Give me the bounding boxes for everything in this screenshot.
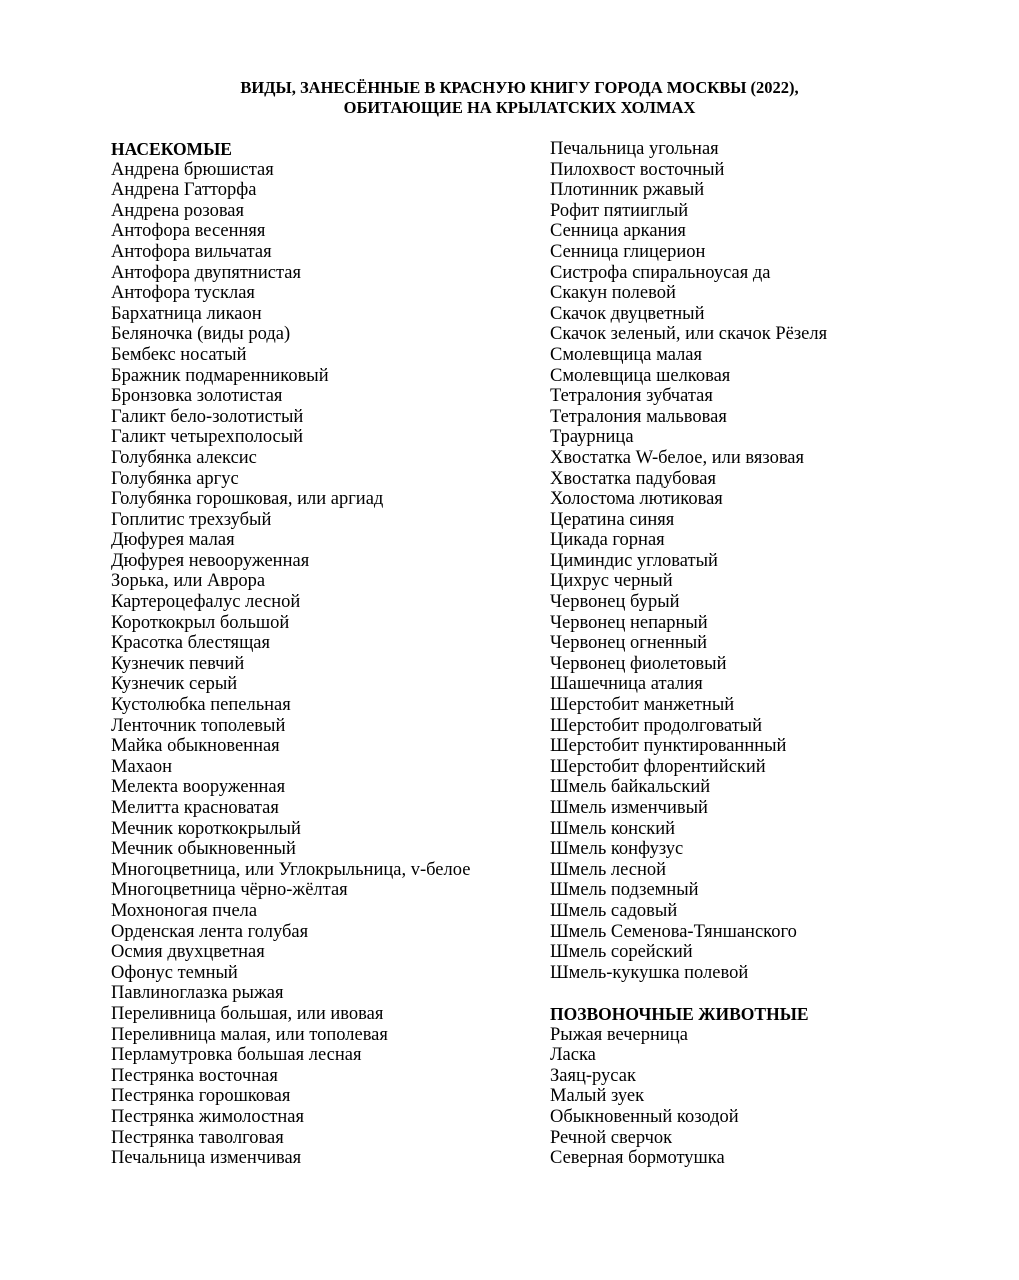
- list-item: Мечник короткокрылый: [111, 818, 301, 839]
- list-item: Хвостатка W-белое, или вязовая: [550, 447, 805, 468]
- list-item: Речной сверчок: [550, 1127, 673, 1148]
- list-item: Шмель изменчивый: [550, 798, 708, 818]
- list-item: Северная бормотушка: [550, 1148, 725, 1169]
- title-line-1: ВИДЫ, ЗАНЕСЁННЫЕ В КРАСНУЮ КНИГУ ГОРОДА МОСКВЫ (2022),: [240, 78, 799, 97]
- list-item: Дюфурея невооруженная: [111, 550, 310, 571]
- list-item: Пестрянка восточная: [111, 1065, 278, 1086]
- list-item: Шмель подземный: [550, 880, 699, 901]
- list-item: Смолевщица малая: [550, 344, 703, 365]
- list-item: Скачок зеленый, или скачок Рёзеля: [550, 324, 828, 345]
- list-item: Мохноногая пчела: [111, 900, 258, 921]
- list-item: Хвостатка падубовая: [550, 468, 716, 489]
- list-item: Андрена розовая: [111, 200, 245, 221]
- insects-heading: НАСЕКОМЫЕ: [111, 139, 232, 159]
- list-item: Пестрянка горошковая: [111, 1086, 291, 1107]
- list-item: Кузнечик певчий: [111, 653, 245, 674]
- list-item: Скакун полевой: [550, 283, 676, 304]
- list-item: Шмель сорейский: [550, 942, 693, 963]
- list-item: Антофора весенняя: [111, 221, 266, 242]
- document-title: [0, 78, 1019, 118]
- list-item: Переливница малая, или тополевая: [111, 1024, 388, 1045]
- list-item: Печальница изменчивая: [111, 1148, 302, 1169]
- list-item: Систрофа спиральноусая да: [550, 262, 771, 283]
- list-item: Дюфурея малая: [111, 530, 235, 551]
- list-item: Ленточник тополевый: [111, 715, 286, 736]
- list-item: Малый зуек: [550, 1086, 645, 1107]
- left-column: [111, 139, 471, 1169]
- list-item: Майка обыкновенная: [111, 736, 280, 757]
- list-item: Шмель Семенова-Тяншанского: [550, 921, 797, 942]
- list-item: Шашечница аталия: [550, 674, 703, 695]
- list-item: Орденская лента голубая: [111, 921, 309, 942]
- list-item: Пестрянка жимолостная: [111, 1106, 305, 1127]
- list-item: Рыжая вечерница: [550, 1024, 688, 1045]
- list-item: Бронзовка золотистая: [111, 386, 283, 407]
- list-item: Червонец огненный: [550, 633, 708, 654]
- list-item: Шмель лесной: [550, 859, 667, 880]
- list-item: Пилохвост восточный: [550, 159, 725, 180]
- list-item: Бархатница ликаон: [111, 303, 262, 324]
- section-spacer: [550, 983, 950, 1004]
- list-item: Ласка: [550, 1045, 596, 1066]
- list-item: Галикт бело-золотистый: [111, 406, 304, 427]
- list-item: Цикада горная: [550, 530, 665, 551]
- list-item: Червонец непарный: [550, 612, 708, 633]
- list-item: Холостома лютиковая: [550, 489, 723, 510]
- list-item: Цихрус черный: [550, 571, 673, 592]
- vertebrates-heading: ПОЗВОНОЧНЫЕ ЖИВОТНЫЕ: [550, 1003, 809, 1024]
- list-item: Галикт четырехполосый: [111, 427, 304, 448]
- list-item: Кузнечик серый: [111, 674, 238, 695]
- list-item: Мелекта вооруженная: [111, 777, 286, 798]
- right-column: [550, 139, 950, 1169]
- list-item: Плотинник ржавый: [550, 180, 705, 201]
- list-item: Обыкновенный козодой: [550, 1106, 739, 1127]
- list-item: Антофора двупятнистая: [111, 262, 301, 283]
- list-item: Шмель садовый: [550, 900, 678, 921]
- list-item: Махаон: [111, 756, 173, 777]
- list-item: Антофора вильчатая: [111, 241, 272, 262]
- list-item: Кустолюбка пепельная: [111, 695, 291, 716]
- list-item: Беляночка (виды рода): [111, 324, 291, 345]
- list-item: Картероцефалус лесной: [111, 592, 301, 613]
- list-item: Бражник подмаренниковый: [111, 365, 329, 386]
- list-item: Шмель конский: [550, 818, 676, 839]
- list-item: Шерстобит манжетный: [550, 695, 735, 716]
- list-item: Гоплитис трехзубый: [111, 509, 272, 530]
- list-item: Смолевщица шелковая: [550, 365, 731, 386]
- list-item: Шерстобит продолговатый: [550, 715, 762, 736]
- list-item: Шерстобит пунктированнный: [550, 736, 787, 757]
- list-item: Тетралония зубчатая: [550, 386, 713, 407]
- insects-list-left: [111, 160, 471, 1169]
- list-item: Перламутровка большая лесная: [111, 1045, 362, 1066]
- list-item: Многоцветница, или Углокрыльница, v-белое: [111, 859, 471, 880]
- list-item: Печальница угольная: [550, 139, 719, 159]
- list-item: Червонец бурый: [550, 592, 680, 613]
- list-item: Шмель байкальский: [550, 777, 711, 798]
- list-item: Андрена брюшистая: [111, 159, 274, 180]
- list-item: Голубянка аргус: [111, 468, 239, 489]
- list-item: Пестрянка таволговая: [111, 1127, 284, 1148]
- list-item: Шмель конфузус: [550, 839, 684, 860]
- list-item: Переливница большая, или ивовая: [111, 1003, 384, 1024]
- list-item: Червонец фиолетовый: [550, 653, 727, 674]
- list-item: Рофит пятииглый: [550, 200, 689, 221]
- list-item: Мелитта красноватая: [111, 798, 279, 818]
- list-item: Бембекс носатый: [111, 344, 247, 365]
- list-item: Голубянка горошковая, или аргиад: [111, 489, 384, 510]
- title-line-2: ОБИТАЮЩИЕ НА КРЫЛАТСКИХ ХОЛМАХ: [343, 98, 696, 117]
- list-item: Шерстобит флорентийский: [550, 756, 766, 777]
- insects-list-right: [550, 139, 950, 983]
- list-item: Шмель-кукушка полевой: [550, 962, 749, 983]
- list-item: Циминдис угловатый: [550, 550, 718, 571]
- list-item: Траурница: [550, 427, 634, 448]
- vertebrates-list: [550, 1025, 950, 1169]
- list-item: Офонус темный: [111, 962, 238, 983]
- list-item: Короткокрыл большой: [111, 612, 290, 633]
- list-item: Антофора тусклая: [111, 283, 255, 304]
- list-item: Зорька, или Аврора: [111, 571, 266, 592]
- list-item: Заяц-русак: [550, 1065, 636, 1086]
- list-item: Сенница аркания: [550, 221, 686, 242]
- list-item: Красотка блестящая: [111, 633, 271, 654]
- list-item: Многоцветница чёрно-жёлтая: [111, 880, 348, 901]
- list-item: Голубянка алексис: [111, 447, 257, 468]
- list-item: Тетралония мальвовая: [550, 406, 727, 427]
- list-item: Андрена Гатторфа: [111, 180, 257, 201]
- list-item: Осмия двухцветная: [111, 942, 265, 963]
- list-item: Павлиноглазка рыжая: [111, 983, 284, 1004]
- list-item: Скачок двуцветный: [550, 303, 705, 324]
- list-item: Сенница глицерион: [550, 241, 706, 262]
- list-item: Цератина синяя: [550, 509, 675, 530]
- list-item: Мечник обыкновенный: [111, 839, 296, 860]
